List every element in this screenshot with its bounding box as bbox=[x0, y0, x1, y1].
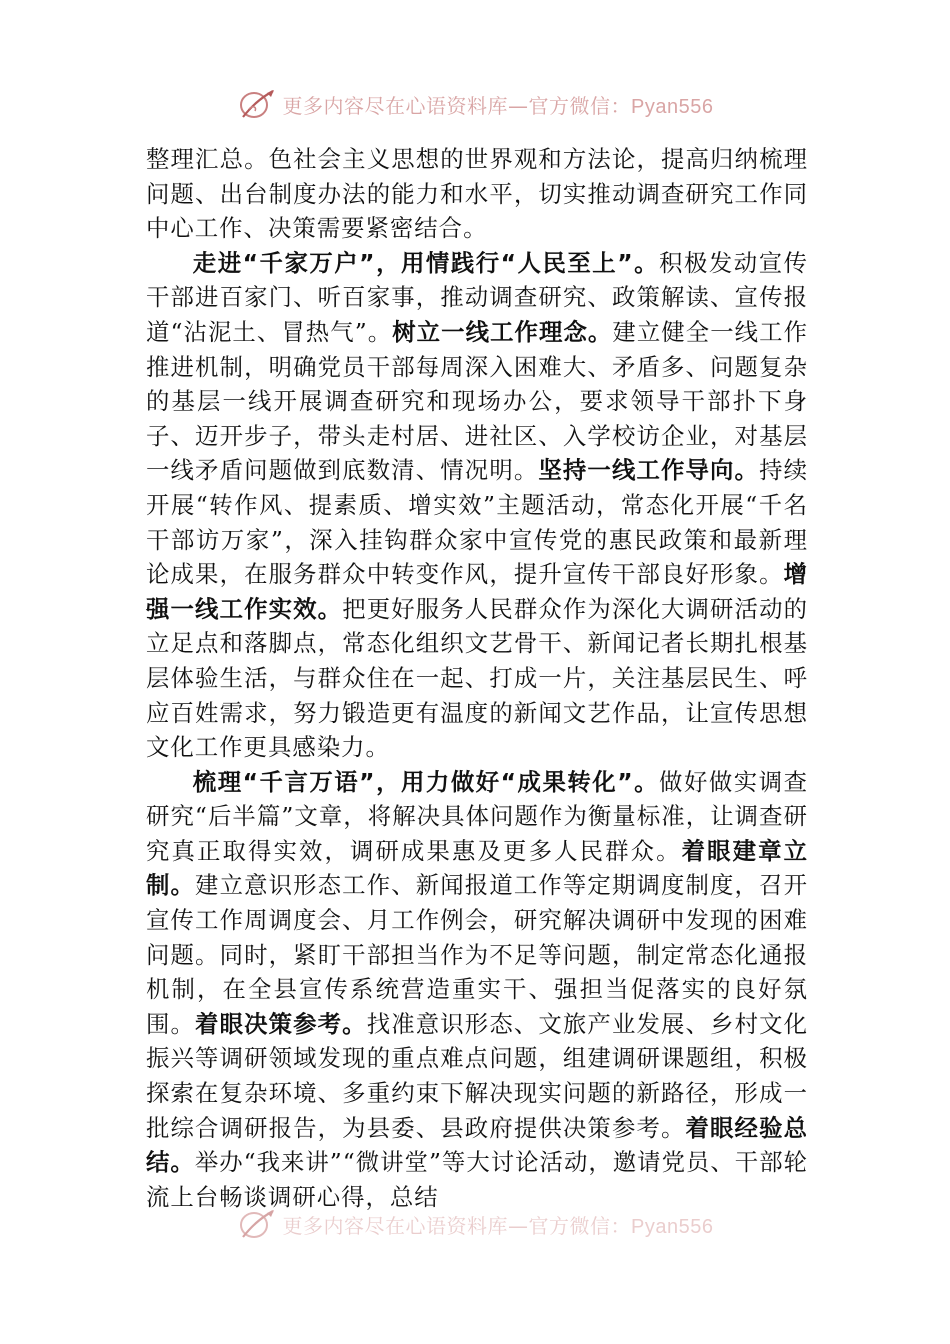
bold-heading-text: 着眼决策参考。 bbox=[195, 1009, 367, 1038]
bold-heading-text: 树立一线工作理念。 bbox=[392, 317, 613, 346]
bold-heading-text: 着眼建章立制。 bbox=[146, 836, 809, 900]
body-text: 举办“我来讲”“微讲堂”等大讨论活动，邀请党员、干部轮流上台畅谈调研心得，总结 bbox=[146, 1148, 808, 1211]
body-text: 建立意识形态工作、新闻报道工作等定期调度制度，召开宣传工作周调度会、月工作例会，研究解决调研中发现的困难问题。同时，紧盯干部担当作为不足等问题，制定常态化通报机制，在全县宣传系统营造重实干、强担当促落实的良好氛围。 bbox=[146, 871, 808, 1038]
bold-heading-text: 走进“千家万户”，用情践行“人民至上”。 bbox=[192, 248, 660, 277]
watermark-text bbox=[283, 90, 714, 119]
body-text: 持续开展“转作风、提素质、增实效”主题活动，常态化开展“千名干部访万家”，深入挂钩群众家中宣传党的惠民政策和最新理论成果，在服务群众中转变作风，提升宣传干部良好形象。 bbox=[146, 456, 809, 589]
pen-circle-logo-icon bbox=[237, 87, 277, 121]
watermark-wechat-id: Pyan556 bbox=[631, 1215, 714, 1238]
footer-watermark bbox=[0, 1206, 950, 1242]
body-text: 整理汇总。色社会主义思想的世界观和方法论，提高归纳梳理问题、出台制度办法的能力和水平，切实推动调查研究工作同中心工作、决策需要紧密结合。 bbox=[146, 145, 808, 243]
watermark-text bbox=[283, 1210, 714, 1239]
watermark-text-cn: 更多内容尽在心语资料库—官方微信： bbox=[282, 93, 632, 118]
paragraph bbox=[146, 246, 808, 765]
bold-heading-text: 增强一线工作实效。 bbox=[146, 560, 808, 623]
body-text: 做好做实调查研究“后半篇”文章，将解决具体问题作为衡量标准，让调查研究真正取得实效，调研成果惠及更多人民群众。 bbox=[146, 767, 808, 865]
pen-circle-logo-icon bbox=[237, 1207, 277, 1241]
bold-heading-text: 坚持一线工作导向。 bbox=[538, 456, 760, 485]
document-body bbox=[146, 142, 808, 1214]
body-text: 找准意识形态、文旅产业发展、乡村文化振兴等调研领域发现的重点难点问题，组建调研课题组，积极探索在复杂环境、多重约束下解决现实问题的新路径，形成一批综合调研报告，为县委、县政府提供决策参考。 bbox=[146, 1009, 809, 1142]
watermark-text-cn: 更多内容尽在心语资料库—官方微信： bbox=[282, 1213, 632, 1238]
paragraph bbox=[146, 142, 808, 246]
bold-heading-text: 着眼经验总结。 bbox=[146, 1113, 808, 1177]
body-text: 把更好服务人民群众作为深化大调研活动的立足点和落脚点，常态化组织文艺骨干、新闻记者长期扎根基层体验生活，与群众住在一起、打成一片，关注基层民生、呼应百姓需求，努力锻造更有温度的新闻文艺作品，让宣传思想文化工作更具感染力。 bbox=[146, 594, 808, 762]
bold-heading-text: 梳理“千言万语”，用力做好“成果转化”。 bbox=[192, 767, 660, 796]
watermark-wechat-id: Pyan556 bbox=[631, 95, 714, 118]
body-text: 建立健全一线工作推进机制，明确党员干部每周深入困难大、矛盾多、问题复杂的基层一线开展调查研究和现场办公，要求领导干部扑下身子、迈开步子，带头走村居、进社区、入学校访企业，对基层一线矛盾问题做到底数清、情况明。 bbox=[146, 317, 808, 485]
header-watermark bbox=[0, 84, 950, 124]
body-text: 积极发动宣传干部进百家门、听百家事，推动调查研究、政策解读、宣传报道“沾泥土、冒热气”。 bbox=[146, 248, 808, 346]
paragraph bbox=[146, 765, 808, 1215]
